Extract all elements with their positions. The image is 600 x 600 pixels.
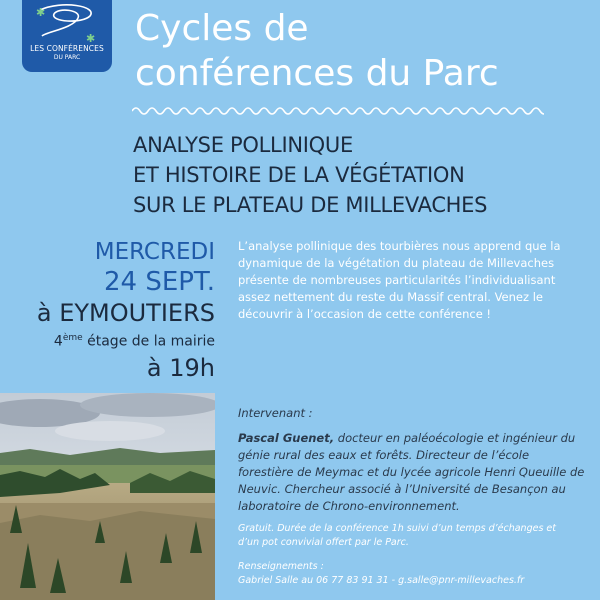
speaker-name: Pascal Guenet,: [238, 431, 335, 445]
contact-details: Gabriel Salle au 06 77 83 91 31 - g.salle@pnr-millevaches.fr: [238, 575, 525, 586]
speaker-description: [238, 430, 588, 515]
event-date-block: [37, 238, 215, 384]
event-city: à EYMOUTIERS: [36, 299, 215, 327]
event-date: 24 SEPT.: [103, 267, 215, 297]
subtitle-line3: SUR LE PLATEAU DE MILLEVACHES: [133, 193, 488, 217]
title-line1: Cycles de: [135, 8, 309, 49]
subtitle-line1: ANALYSE POLLINIQUE: [133, 133, 353, 157]
event-day: MERCREDI: [94, 239, 215, 265]
conference-subtitle: [133, 130, 487, 220]
contact-label: Renseignements :: [238, 561, 324, 572]
floor-number: 4: [53, 333, 63, 350]
speaker-bio: docteur en paléoécologie et ingénieur du génie rural des eaux et forêts. Directeur de l’école forestière de Meymac et du lycée agricole Henri Queuille de Neuvic. Chercheur associé à l’Université de Besançon au laboratoire de Chrono-environnement.: [238, 431, 585, 513]
contact-section: [238, 560, 578, 588]
swirl-logo-icon: [32, 2, 102, 44]
landscape-photo: [0, 393, 215, 600]
logo-text-line1: LES CONFÉRENCES: [30, 44, 104, 53]
event-floor: [37, 328, 215, 352]
subtitle-line2: ET HISTOIRE DE LA VÉGÉTATION: [133, 163, 465, 187]
speaker-label: Intervenant :: [238, 406, 313, 420]
logo-text-line2: DU PARC: [53, 54, 81, 61]
practical-info: Gratuit. Durée de la conférence 1h suivi d’un temps d’échanges et d’un pot convivial offert par le Parc.: [238, 523, 556, 548]
speaker-section: [238, 405, 588, 515]
svg-text:✱: ✱: [86, 32, 96, 44]
floor-text: étage de la mairie: [82, 333, 215, 350]
title-line2: conférences du Parc: [135, 53, 499, 94]
floor-suffix: ème: [62, 333, 83, 343]
park-logo: [22, 0, 112, 72]
decorative-wave: [132, 105, 544, 117]
event-time: à 19h: [146, 353, 215, 382]
svg-text:✱: ✱: [36, 6, 46, 19]
intro-paragraph: L’analyse pollinique des tourbières nous apprend que la dynamique de la végétation du plateau de Millevaches présente de nombreuses particularités l’individualisant assez nettement du reste du Massif central. Venez le découvrir à l’occasion de cette conférence !: [238, 239, 561, 321]
page-title: [135, 6, 499, 96]
